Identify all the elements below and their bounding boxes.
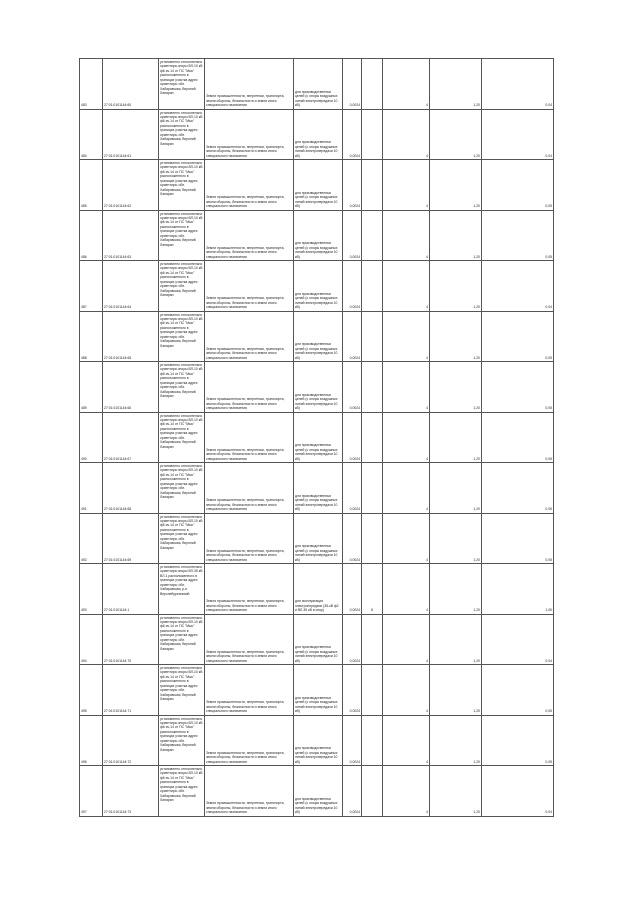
area-value: 0,0024 [343,261,362,312]
permitted-use: для производственных целей (с опоры воздушных линий электропередачи 10 кВ) [294,160,343,211]
rate-value: 1,20 [430,160,482,211]
cadastral-number: 27:01:0101144:72 [103,715,159,766]
rate-value: 1,20 [430,261,482,312]
location-description: установлено относительно ориентира опоры ВЛ-10 кВ ф6 яч.14 от ПС "Мыс" расположенного в границах участка адрес ориентира: обл. Хабаровская, Верхний Ланаран [159,160,205,211]
extra-value [362,412,383,463]
cadastral-number: 27:01:0101144:64 [103,261,159,312]
count-value: 4 [383,261,430,312]
cadastral-number: 27:01:0101144:1 [103,564,159,615]
row-number: 493 [80,564,103,615]
permitted-use: для производственных целей (с опоры воздушных линий электропередачи 10 кВ) [294,766,343,817]
land-category: Земли промышленности, энергетики, транспорта, земли обороны, безопасности и земли иного специального назначения [205,311,294,362]
land-category: Земли промышленности, энергетики, транспорта, земли обороны, безопасности и земли иного специального назначения [205,564,294,615]
land-category: Земли промышленности, энергетики, транспорта, земли обороны, безопасности и земли иного специального назначения [205,160,294,211]
count-value: 4 [383,463,430,514]
table-row [80,362,554,413]
extra-value [362,59,383,110]
area-value: 0,0024 [343,362,362,413]
count-value: 4 [383,362,430,413]
row-number: 486 [80,210,103,261]
extra-value [362,463,383,514]
land-category: Земли промышленности, энергетики, транспорта, земли обороны, безопасности и земли иного специального назначения [205,614,294,665]
permitted-use: для эксплуатации электропередачи (35-кВ ф2 и ВЛ-35 кВ в опор) [294,564,343,615]
extra-value [362,614,383,665]
count-value: 4 [383,665,430,716]
land-category: Земли промышленности, энергетики, транспорта, земли обороны, безопасности и земли иного специального назначения [205,513,294,564]
amount-value: 0,04 [482,261,554,312]
permitted-use: для производственных целей (с опоры воздушных линий электропередачи 10 кВ) [294,261,343,312]
area-value: 0,0024 [343,614,362,665]
row-number: 492 [80,513,103,564]
extra-value [362,210,383,261]
extra-value [362,513,383,564]
table-row [80,261,554,312]
rate-value: 1,20 [430,715,482,766]
table-row [80,513,554,564]
amount-value: 0,05 [482,715,554,766]
area-value: 0,0024 [343,766,362,817]
extra-value [362,766,383,817]
permitted-use: для производственных целей (с опоры воздушных линий электропередачи 10 кВ) [294,463,343,514]
table-row [80,160,554,211]
location-description: установлено относительно ориентира опоры ВЛ-10 кВ ф6 яч.14 от ПС "Мыс" расположенного в границах участка адрес ориентира: обл. Хабаровская, Верхний Ланаран [159,513,205,564]
table-row [80,766,554,817]
extra-value [362,362,383,413]
amount-value: 0,05 [482,210,554,261]
row-number: 485 [80,160,103,211]
table-row [80,665,554,716]
location-description: установлено относительно ориентира опоры ВЛ-10 кВ ф6 яч.14 от ПС "Мыс" расположенного в границах участка адрес ориентира: обл. Хабаровская, Верхний Ланаран [159,210,205,261]
land-category: Земли промышленности, энергетики, транспорта, земли обороны, безопасности и земли иного специального назначения [205,463,294,514]
rate-value: 1,20 [430,513,482,564]
permitted-use: для производственных целей (с опоры воздушных линий электропередачи 10 кВ) [294,59,343,110]
cadastral-number: 27:01:0101144:69 [103,513,159,564]
count-value: 4 [383,412,430,463]
extra-value [362,311,383,362]
extra-value [362,665,383,716]
location-description: установлено относительно ориентира опоры ВЛ-10 кВ ф6 яч.14 от ПС "Мыс" расположенного в границах участка адрес ориентира: обл. Хабаровская, Верхний Ланаран [159,261,205,312]
land-register-table [79,58,554,817]
cadastral-number: 27:01:0101144:71 [103,665,159,716]
location-description: установлено относительно ориентира опоры ВЛ-10 кВ ф6 яч.14 от ПС "Мыс" расположенного в границах участка адрес ориентира: обл. Хабаровская, Верхний Ланаран [159,614,205,665]
amount-value: 0,05 [482,160,554,211]
land-category: Земли промышленности, энергетики, транспорта, земли обороны, безопасности и земли иного специального назначения [205,109,294,160]
row-number: 484 [80,109,103,160]
area-value: 0,0024 [343,513,362,564]
location-description: установлено относительно ориентира опоры ВЛ-10 кВ ф6 яч.14 от ПС "Мыс" расположенного в границах участка адрес ориентира: обл. Хабаровская, Верхний Ланаран [159,362,205,413]
area-value: 0,0024 [343,564,362,615]
rate-value: 1,20 [430,210,482,261]
amount-value: 0,05 [482,463,554,514]
permitted-use: для производственных целей (с опоры воздушных линий электропередачи 10 кВ) [294,109,343,160]
location-description: установлено относительно ориентира опоры ВЛ-10 кВ ф6 яч.14 от ПС "Мыс" расположенного в границах участка адрес ориентира: обл. Хабаровская, Верхний Ланаран [159,412,205,463]
cadastral-number: 27:01:0101144:60 [103,59,159,110]
amount-value: 0,04 [482,614,554,665]
permitted-use: для производственных целей (с опоры воздушных линий электропередачи 10 кВ) [294,210,343,261]
land-category: Земли промышленности, энергетики, транспорта, земли обороны, безопасности и земли иного специального назначения [205,59,294,110]
rate-value: 1,20 [430,412,482,463]
table-row [80,210,554,261]
row-number: 491 [80,463,103,514]
cadastral-number: 27:01:0101144:68 [103,463,159,514]
cadastral-number: 27:01:0101144:65 [103,311,159,362]
permitted-use: для производственных целей (с опоры воздушных линий электропередачи 10 кВ) [294,513,343,564]
amount-value: 0,05 [482,362,554,413]
table-row [80,109,554,160]
permitted-use: для производственных целей (с опоры воздушных линий электропередачи 10 кВ) [294,715,343,766]
row-number: 488 [80,311,103,362]
count-value: 4 [383,715,430,766]
rate-value: 1,20 [430,362,482,413]
amount-value: 0,05 [482,311,554,362]
location-description: установлено относительно ориентира опоры ВЛ-10 кВ ф6 яч.14 от ПС "Мыс" расположенного в границах участка адрес ориентира: обл. Хабаровская, Верхний Ланаран [159,715,205,766]
extra-value [362,261,383,312]
count-value: 4 [383,59,430,110]
rate-value: 1,20 [430,665,482,716]
count-value: 4 [383,513,430,564]
amount-value: 0,04 [482,109,554,160]
row-number: 490 [80,412,103,463]
row-number: 489 [80,362,103,413]
rate-value: 1,20 [430,564,482,615]
area-value: 0,0024 [343,665,362,716]
rate-value: 1,20 [430,109,482,160]
amount-value: 0,04 [482,766,554,817]
permitted-use: для производственных целей (с опоры воздушных линий электропередачи 10 кВ) [294,412,343,463]
row-number: 487 [80,261,103,312]
count-value: 4 [383,564,430,615]
area-value: 0,0024 [343,59,362,110]
rate-value: 1,20 [430,59,482,110]
table-body [80,59,554,817]
cadastral-number: 27:01:0101144:62 [103,160,159,211]
area-value: 0,0024 [343,109,362,160]
count-value: 4 [383,210,430,261]
land-category: Земли промышленности, энергетики, транспорта, земли обороны, безопасности и земли иного специального назначения [205,766,294,817]
table-row [80,59,554,110]
count-value: 4 [383,109,430,160]
location-description: установлено относительно ориентира опоры ВЛ-10 кВ ф6 яч.14 от ПС "Мыс" расположенного в границах участка адрес ориентира: обл. Хабаровская, Верхний Ланаран [159,311,205,362]
area-value: 0,0024 [343,210,362,261]
extra-value [362,109,383,160]
permitted-use: для производственных целей (с опоры воздушных линий электропередачи 10 кВ) [294,311,343,362]
table-row [80,614,554,665]
count-value: 4 [383,766,430,817]
land-category: Земли промышленности, энергетики, транспорта, земли обороны, безопасности и земли иного специального назначения [205,362,294,413]
area-value: 0,0024 [343,160,362,211]
row-number: 494 [80,614,103,665]
land-category: Земли промышленности, энергетики, транспорта, земли обороны, безопасности и земли иного специального назначения [205,665,294,716]
table-row [80,412,554,463]
amount-value: 1,00 [482,564,554,615]
area-value: 0,0024 [343,463,362,514]
row-number: 483 [80,59,103,110]
location-description: установлено относительно ориентира опоры ВЛ-10 кВ ф6 яч.14 от ПС "Мыс" расположенного в границах участка адрес ориентира: обл. Хабаровская, Верхний Ланаран [159,109,205,160]
location-description: установлено относительно ориентира опоры ВЛ-10 кВ ф6 яч.14 от ПС "Мыс" расположенного в границах участка адрес ориентира: обл. Хабаровская, Верхний Ланаран [159,665,205,716]
amount-value: 0,05 [482,513,554,564]
cadastral-number: 27:01:0101144:73 [103,766,159,817]
location-description: установлено относительно ориентира опоры ВЛ-35 кВ ВЛ-1 расположенного в границах участка адрес ориентира: обл. Хабаровская, р-н Верхнебуреинский [159,564,205,615]
count-value: 4 [383,614,430,665]
row-number: 496 [80,715,103,766]
area-value: 0,0024 [343,715,362,766]
cadastral-number: 27:01:0101144:67 [103,412,159,463]
location-description: установлено относительно ориентира опоры ВЛ-10 кВ ф6 яч.14 от ПС "Мыс" расположенного в границах участка адрес ориентира: обл. Хабаровская, Верхний Ланаран [159,59,205,110]
area-value: 0,0024 [343,311,362,362]
permitted-use: для производственных целей (с опоры воздушных линий электропередачи 10 кВ) [294,362,343,413]
location-description: установлено относительно ориентира опоры ВЛ-10 кВ ф6 яч.14 от ПС "Мыс" расположенного в границах участка адрес ориентира: обл. Хабаровская, Верхний Ланаран [159,463,205,514]
count-value: 4 [383,160,430,211]
rate-value: 1,20 [430,614,482,665]
table-row [80,715,554,766]
table-row [80,311,554,362]
row-number: 495 [80,665,103,716]
permitted-use: для производственных целей (с опоры воздушных линий электропередачи 10 кВ) [294,614,343,665]
location-description: установлено относительно ориентира опоры ВЛ-10 кВ ф6 яч.14 от ПС "Мыс" расположенного в границах участка адрес ориентира: обл. Хабаровская, Верхний Ланаран [159,766,205,817]
amount-value: 0,05 [482,412,554,463]
rate-value: 1,20 [430,766,482,817]
extra-value [362,715,383,766]
permitted-use: для производственных целей (с опоры воздушных линий электропередачи 10 кВ) [294,665,343,716]
cadastral-number: 27:01:0101144:63 [103,210,159,261]
land-category: Земли промышленности, энергетики, транспорта, земли обороны, безопасности и земли иного специального назначения [205,261,294,312]
amount-value: 0,05 [482,665,554,716]
count-value: 4 [383,311,430,362]
table-row [80,564,554,615]
land-category: Земли промышленности, энергетики, транспорта, земли обороны, безопасности и земли иного специального назначения [205,715,294,766]
table-row [80,463,554,514]
rate-value: 1,20 [430,463,482,514]
row-number: 497 [80,766,103,817]
amount-value: 0,04 [482,59,554,110]
cadastral-number: 27:01:0101144:70 [103,614,159,665]
cadastral-number: 27:01:0101144:61 [103,109,159,160]
extra-value [362,160,383,211]
land-category: Земли промышленности, энергетики, транспорта, земли обороны, безопасности и земли иного специального назначения [205,210,294,261]
extra-value: 8 [362,564,383,615]
cadastral-number: 27:01:0101144:66 [103,362,159,413]
land-category: Земли промышленности, энергетики, транспорта, земли обороны, безопасности и земли иного специального назначения [205,412,294,463]
rate-value: 1,20 [430,311,482,362]
area-value: 0,0024 [343,412,362,463]
